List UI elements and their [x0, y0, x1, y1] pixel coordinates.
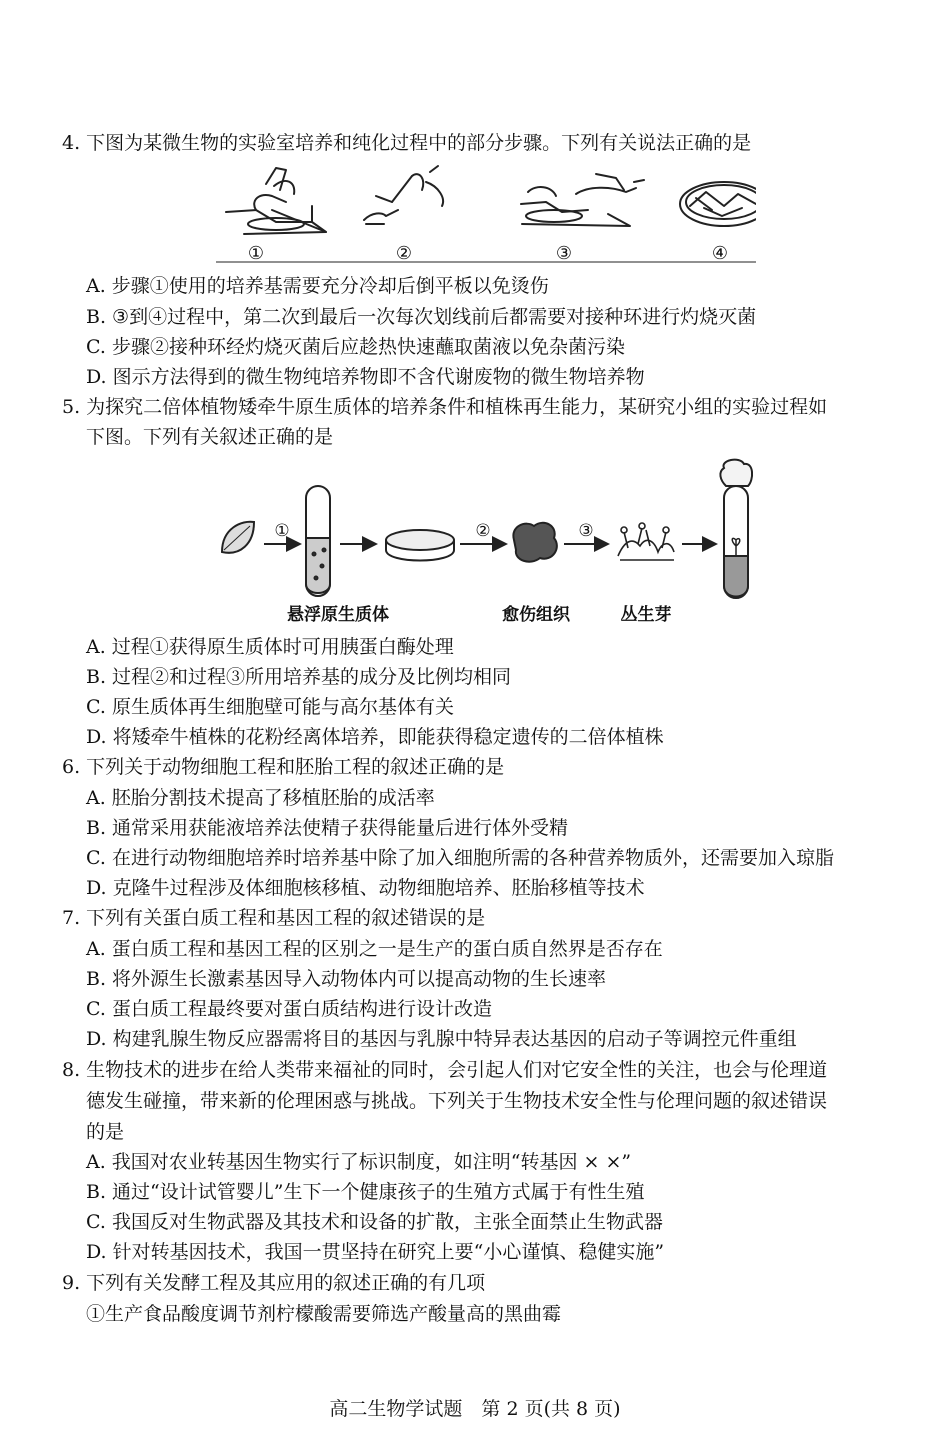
q7-option-d: D. 构建乳腺生物反应器需将目的基因与乳腺中特异表达基因的启动子等调控元件重组 — [86, 1028, 797, 1050]
q6-option-a: A. 胚胎分割技术提高了移植胚胎的成活率 — [86, 787, 435, 809]
q4-figure — [216, 162, 756, 268]
q5-stem-line1: 5. 为探究二倍体植物矮牵牛原生质体的培养条件和植株再生能力，某研究小组的实验过程如 — [62, 396, 828, 418]
q8-stem-line2: 德发生碰撞，带来新的伦理困惑与挑战。下列关于生物技术安全性与伦理问题的叙述错误 — [86, 1090, 828, 1112]
page-footer: 高二生物学试题 第 2 页(共 8 页) — [329, 1398, 621, 1420]
q7-stem: 7. 下列有关蛋白质工程和基因工程的叙述错误的是 — [62, 907, 486, 929]
q9-stem: 9. 下列有关发酵工程及其应用的叙述正确的有几项 — [62, 1272, 486, 1294]
q8-option-b: B. 通过“设计试管婴儿”生下一个健康孩子的生殖方式属于有性生殖 — [86, 1181, 645, 1203]
q5-option-d: D. 将矮牵牛植株的花粉经离体培养，即能获得稳定遗传的二倍体植株 — [86, 726, 664, 748]
q5-stem-line2: 下图。下列有关叙述正确的是 — [86, 426, 334, 448]
q5-caption-callus: 愈伤组织 — [502, 605, 570, 625]
q4-option-a: A. 步骤①使用的培养基需要充分冷却后倒平板以免烫伤 — [86, 275, 549, 297]
q8-option-c: C. 我国反对生物武器及其技术和设备的扩散，主张全面禁止生物武器 — [86, 1211, 663, 1233]
q5-caption-shoots: 丛生芽 — [620, 605, 672, 625]
q6-option-d: D. 克隆牛过程涉及体细胞核移植、动物细胞培养、胚胎移植等技术 — [86, 877, 645, 899]
q5-option-a: A. 过程①获得原生质体时可用胰蛋白酶处理 — [86, 636, 454, 658]
pouring-plate-illustration — [226, 168, 326, 234]
q8-option-a: A. 我国对农业转基因生物实行了标识制度，如注明“转基因 × ×” — [86, 1151, 632, 1173]
culture-tube-icon — [720, 460, 752, 598]
q5-step-label-1: ① — [274, 521, 290, 541]
q4-figure-label-1: ① — [247, 243, 265, 264]
q5-option-b: B. 过程②和过程③所用培养基的成分及比例均相同 — [86, 666, 512, 688]
q4-figure-label-3: ③ — [555, 243, 573, 264]
q6-stem: 6. 下列关于动物细胞工程和胚胎工程的叙述正确的是 — [62, 756, 505, 778]
q4-option-d: D. 图示方法得到的微生物纯培养物即不含代谢废物的微生物培养物 — [86, 366, 645, 388]
q7-option-c: C. 蛋白质工程最终要对蛋白质结构进行设计改造 — [86, 998, 492, 1020]
q4-figure-label-2: ② — [395, 243, 413, 264]
callus-icon — [513, 523, 557, 562]
q8-stem-line1: 8. 生物技术的进步在给人类带来福祉的同时，会引起人们对它安全性的关注，也会与伦理道 — [62, 1059, 828, 1081]
q5-caption-protoplast: 悬浮原生质体 — [287, 605, 389, 625]
shoots-icon — [618, 523, 674, 560]
streaking-illustration — [521, 174, 644, 226]
flaming-loop-illustration — [364, 166, 443, 224]
leaf-icon — [222, 522, 254, 553]
q7-option-b: B. 将外源生长激素基因导入动物体内可以提高动物的生长速率 — [86, 968, 607, 990]
q8-stem-line3: 的是 — [86, 1121, 125, 1143]
q7-option-a: A. 蛋白质工程和基因工程的区别之一是生产的蛋白质自然界是否存在 — [86, 938, 663, 960]
q5-step-label-3: ③ — [578, 521, 594, 541]
q4-option-b: B. ③到④过程中，第二次到最后一次每次划线前后都需要对接种环进行灼烧灭菌 — [86, 306, 757, 328]
q6-option-c: C. 在进行动物细胞培养时培养基中除了加入细胞所需的各种营养物质外，还需要加入琼脂 — [86, 847, 834, 869]
q5-option-c: C. 原生质体再生细胞壁可能与高尔基体有关 — [86, 696, 454, 718]
q9-item-1: ①生产食品酸度调节剂柠檬酸需要筛选产酸量高的黑曲霉 — [86, 1303, 562, 1325]
test-tube-icon — [306, 486, 330, 596]
q4-figure-label-4: ④ — [711, 243, 729, 264]
q5-step-label-2: ② — [475, 521, 491, 541]
petri-dish-icon — [386, 530, 454, 561]
q6-option-b: B. 通常采用获能液培养法使精子获得能量后进行体外受精 — [86, 817, 569, 839]
q4-stem: 4. 下图为某微生物的实验室培养和纯化过程中的部分步骤。下列有关说法正确的是 — [62, 132, 752, 154]
q5-figure — [214, 456, 754, 628]
q4-option-c: C. 步骤②接种环经灼烧灭菌后应趁热快速蘸取菌液以免杂菌污染 — [86, 336, 625, 358]
q8-option-d: D. 针对转基因技术，我国一贯坚持在研究上要“小心谨慎、稳健实施” — [86, 1241, 665, 1263]
streaked-plate-illustration — [680, 182, 756, 226]
